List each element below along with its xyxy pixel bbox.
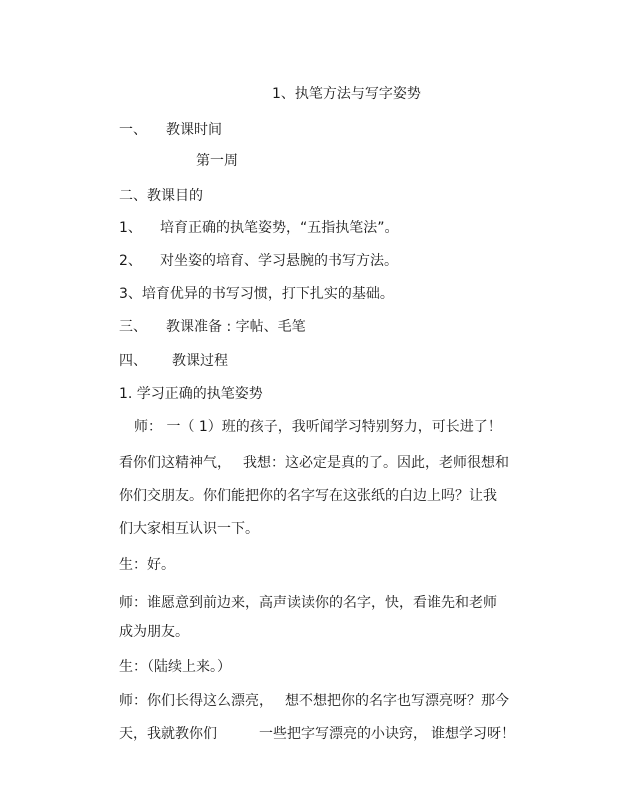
dialogue-student-1: 生：好。 xyxy=(119,557,175,573)
dialogue-teacher-3-line-2a: 天，我就教你们 xyxy=(119,726,217,742)
dialogue-teacher-1-line-3: 你们交朋友。你们能把你的名字写在这张纸的白边上吗？让我 xyxy=(119,488,497,504)
section-2-item-3: 3、培育优异的书写习惯，打下扎实的基础。 xyxy=(119,286,394,302)
dialogue-teacher-3-line-1a: 师：你们长得这么漂亮， xyxy=(119,693,273,709)
section-1-number: 一、 xyxy=(119,122,147,138)
section-4-number: 四、 xyxy=(119,353,147,369)
dialogue-teacher-1-line-1: 师： 一（ 1）班的孩子，我听闻学习特别努力，可长进了！ xyxy=(134,419,502,435)
dialogue-teacher-3-line-1b: 想不想把你的名字也写漂亮呀？那今 xyxy=(285,693,509,709)
section-3-label: 教课准备 : 字帖、毛笔 xyxy=(166,319,306,335)
section-4-label: 教课过程 xyxy=(172,353,228,369)
dialogue-teacher-1-line-2b: 我想：这必定是真的了。因此，老师很想和 xyxy=(243,455,509,471)
dialogue-teacher-1-line-4: 们大家相互认识一下。 xyxy=(119,521,259,537)
section-3-number: 三、 xyxy=(119,319,147,335)
dialogue-teacher-3-line-2c: 谁想学习呀！ xyxy=(431,726,515,742)
dialogue-teacher-3-line-2b: 一些把字写漂亮的小诀窍， xyxy=(259,726,427,742)
dialogue-teacher-1-line-2a: 看你们这精神气， xyxy=(119,455,231,471)
section-2-item-2-number: 2、 xyxy=(119,253,142,269)
section-2-heading: 二、教课目的 xyxy=(119,188,203,204)
document-title: 1、执笔方法与写字姿势 xyxy=(272,86,421,102)
dialogue-teacher-2-line-2: 成为朋友。 xyxy=(119,624,189,640)
section-1-value: 第一周 xyxy=(196,153,238,169)
dialogue-teacher-2-line-1: 师：谁愿意到前边来，高声读读你的名字，快，看谁先和老师 xyxy=(119,595,497,611)
section-4-subheading-1: 1. 学习正确的执笔姿势 xyxy=(119,386,263,402)
section-1-label: 教课时间 xyxy=(166,122,222,138)
section-2-item-2-text: 对坐姿的培育、学习悬腕的书写方法。 xyxy=(160,253,398,269)
section-2-item-1-text: 培育正确的执笔姿势，“五指执笔法”。 xyxy=(160,220,399,236)
dialogue-student-2: 生：（陆续上来。） xyxy=(119,659,231,675)
section-2-item-1-number: 1、 xyxy=(119,220,142,236)
